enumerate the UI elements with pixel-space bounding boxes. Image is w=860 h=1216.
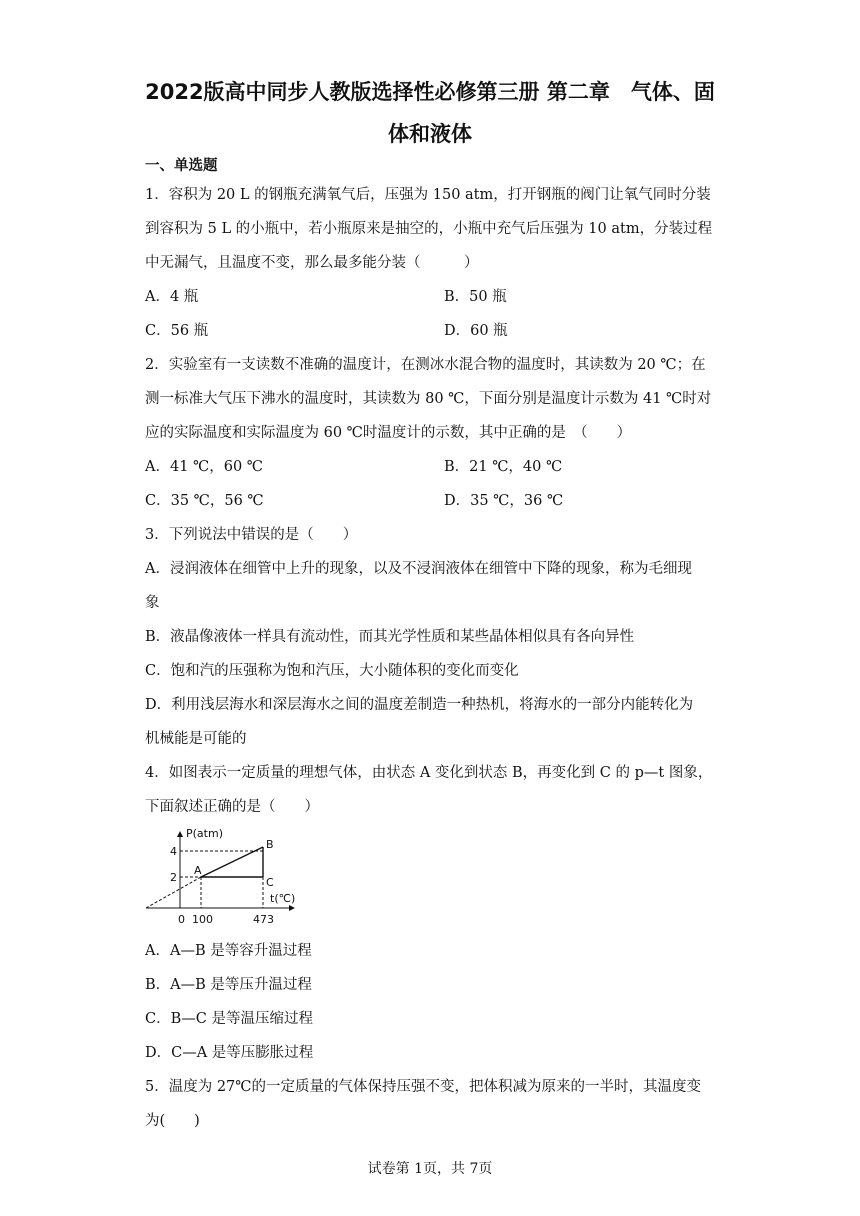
question-3-option-c: C．饱和汽的压强称为饱和汽压，大小随体积的变化而变化 (145, 663, 519, 679)
question-1-option-d: D．60 瓶 (444, 323, 508, 339)
question-3-option-d-line-2: 机械能是可能的 (145, 731, 247, 747)
question-2-option-c: C．35 ℃，56 ℃ (145, 493, 264, 509)
question-2-option-b: B．21 ℃，40 ℃ (444, 459, 563, 475)
question-4-option-c: C．B—C 是等温压缩过程 (145, 1011, 313, 1027)
question-3-line-1: 3．下列说法中错误的是（ ） (145, 527, 358, 543)
page-title-line-1: 2022版高中同步人教版选择性必修第三册 第二章 气体、固 (145, 80, 715, 104)
point-label-b: B (266, 838, 274, 851)
x-tick-473: 473 (253, 913, 274, 926)
x-axis-label: t(℃) (270, 892, 296, 905)
point-label-c: C (266, 876, 274, 889)
page-title-line-2: 体和液体 (388, 122, 472, 146)
question-2-line-2: 测一标准大气压下沸水的温度时，其读数为 80 ℃，下面分别是温度计示数为 41 ℃时对 (145, 391, 712, 407)
x-tick-0: 0 (178, 913, 185, 926)
y-tick-4: 4 (170, 845, 177, 858)
question-1-option-b: B．50 瓶 (444, 289, 507, 305)
question-3-option-a-line-2: 象 (145, 595, 160, 611)
question-2-option-d: D．35 ℃，36 ℃ (444, 493, 564, 509)
question-1-line-1: 1．容积为 20 L 的钢瓶充满氧气后，压强为 150 atm，打开钢瓶的阀门让氧气同时分装 (145, 187, 711, 203)
question-2-line-1: 2．实验室有一支读数不准确的温度计，在测冰水混合物的温度时，其读数为 20 ℃；在 (145, 357, 706, 373)
question-3-option-a-line-1: A．浸润液体在细管中上升的现象，以及不浸润液体在细管中下降的现象，称为毛细现 (145, 561, 692, 577)
question-2-line-3: 应的实际温度和实际温度为 60 ℃时温度计的示数，其中正确的是 （ ） (145, 425, 632, 441)
question-2-option-a: A．41 ℃，60 ℃ (145, 459, 264, 475)
question-1-option-c: C．56 瓶 (145, 323, 209, 339)
question-1-line-2: 到容积为 5 L 的小瓶中，若小瓶原来是抽空的，小瓶中充气后压强为 10 atm，分装过程 (145, 221, 713, 237)
question-4-line-1: 4．如图表示一定质量的理想气体，由状态 A 变化到状态 B，再变化到 C 的 p—t 图象， (145, 765, 713, 781)
question-4-option-a: A．A—B 是等容升温过程 (145, 943, 312, 959)
question-1-line-3: 中无漏气，且温度不变，那么最多能分装（ ） (145, 255, 479, 271)
page-footer: 试卷第 1页，共 7页 (367, 1161, 493, 1177)
y-tick-2: 2 (170, 871, 177, 884)
p-t-graph (142, 826, 302, 930)
question-3-option-d-line-1: D．利用浅层海水和深层海水之间的温度差制造一种热机，将海水的一部分内能转化为 (145, 697, 694, 713)
point-label-a: A (194, 864, 202, 877)
y-axis-label: P(atm) (186, 827, 223, 840)
question-5-line-1: 5．温度为 27℃的一定质量的气体保持压强不变，把体积减为原来的一半时，其温度变 (145, 1079, 702, 1095)
x-tick-100: 100 (192, 913, 213, 926)
question-4-option-b: B．A—B 是等压升温过程 (145, 977, 312, 993)
question-4-option-d: D．C—A 是等压膨胀过程 (145, 1045, 314, 1061)
question-4-line-2: 下面叙述正确的是（ ） (145, 799, 319, 815)
section-heading: 一、单选题 (145, 158, 218, 174)
question-1-option-a: A．4 瓶 (145, 289, 199, 305)
question-5-line-2: 为( ) (145, 1113, 200, 1129)
question-3-option-b: B．液晶像液体一样具有流动性，而其光学性质和某些晶体相似具有各向异性 (145, 629, 635, 645)
